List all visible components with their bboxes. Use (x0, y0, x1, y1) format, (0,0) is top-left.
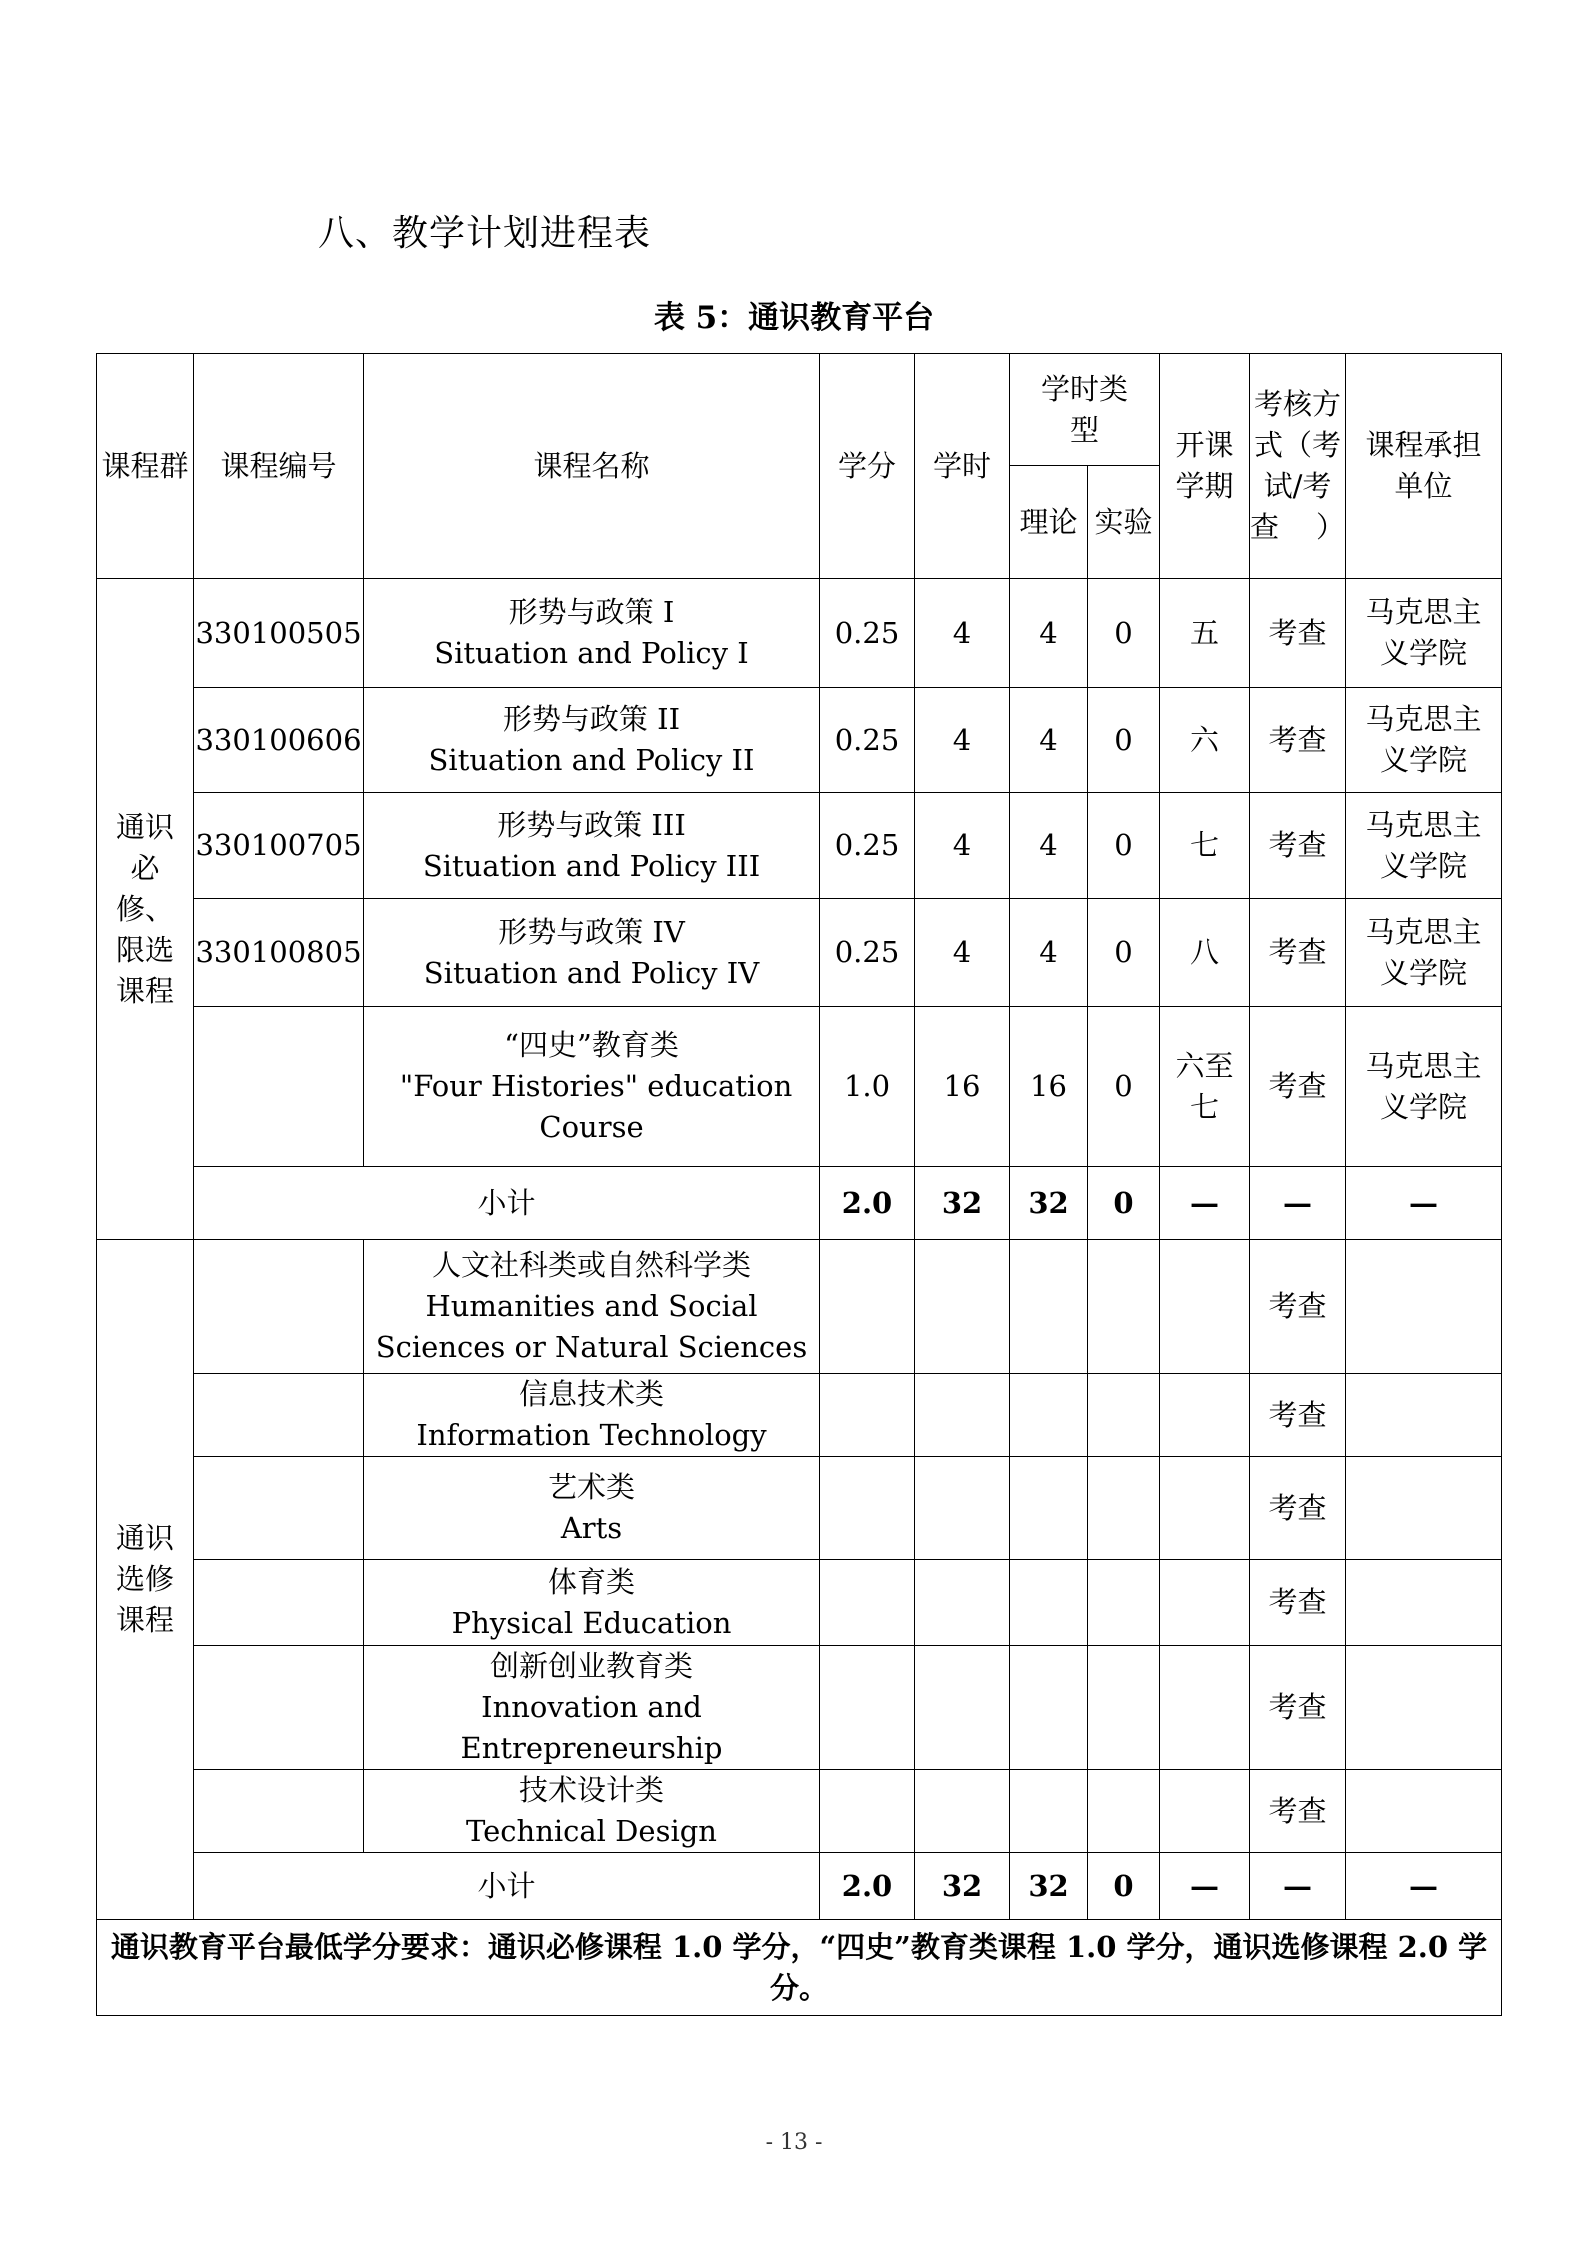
lab-hours (1088, 1560, 1160, 1646)
semester (1160, 1457, 1250, 1560)
semester (1160, 1560, 1250, 1646)
unit (1346, 1240, 1502, 1374)
lab-hours: 0 (1088, 793, 1160, 899)
hours (915, 1646, 1010, 1770)
course-code (194, 1007, 364, 1167)
theory-hours: 4 (1010, 579, 1088, 688)
table-row (97, 899, 1502, 1007)
lab-hours (1088, 1374, 1160, 1457)
header-unit: 课程承担单位 (1346, 354, 1502, 579)
hours (915, 1770, 1010, 1853)
subtotal-theory: 32 (1010, 1853, 1088, 1920)
lab-hours: 0 (1088, 899, 1160, 1007)
semester: 五 (1160, 579, 1250, 688)
table-row (97, 688, 1502, 793)
course-code: 330100805 (194, 899, 364, 1007)
course-code (194, 1374, 364, 1457)
semester (1160, 1770, 1250, 1853)
header-name: 课程名称 (364, 354, 820, 579)
credits: 0.25 (820, 899, 915, 1007)
subtotal-semester: — (1160, 1853, 1250, 1920)
hours (915, 1457, 1010, 1560)
header-code: 课程编号 (194, 354, 364, 579)
course-code (194, 1560, 364, 1646)
header-hour-type: 学时类型 (1010, 354, 1160, 466)
header-semester: 开课学期 (1160, 354, 1250, 579)
subtotal-label: 小计 (194, 1167, 820, 1240)
credits (820, 1770, 915, 1853)
exam-type: 考查 (1250, 1007, 1346, 1167)
credits: 0.25 (820, 688, 915, 793)
unit: 马克思主义学院 (1346, 688, 1502, 793)
unit (1346, 1646, 1502, 1770)
subtotal-row (97, 1167, 1502, 1240)
theory-hours (1010, 1560, 1088, 1646)
subtotal-row (97, 1853, 1502, 1920)
hours (915, 1240, 1010, 1374)
unit (1346, 1770, 1502, 1853)
subtotal-unit: — (1346, 1853, 1502, 1920)
course-name: 形势与政策 I Situation and Policy I (364, 579, 820, 688)
lab-hours: 0 (1088, 579, 1160, 688)
credits: 0.25 (820, 579, 915, 688)
exam-type: 考查 (1250, 1646, 1346, 1770)
course-name: 人文社科类或自然科学类 Humanities and Social Sciences or Natural Sciences (364, 1240, 820, 1374)
table-row (97, 1560, 1502, 1646)
hours: 4 (915, 579, 1010, 688)
lab-hours (1088, 1240, 1160, 1374)
theory-hours: 4 (1010, 688, 1088, 793)
unit (1346, 1457, 1502, 1560)
theory-hours (1010, 1646, 1088, 1770)
unit: 马克思主义学院 (1346, 899, 1502, 1007)
group-label-elective: 通识选修课程 (97, 1240, 194, 1920)
header-lab: 实验 (1088, 466, 1160, 579)
header-row (97, 354, 1502, 466)
section-heading: 八、教学计划进程表 (318, 213, 652, 254)
hours: 4 (915, 793, 1010, 899)
semester: 六 (1160, 688, 1250, 793)
table-body (97, 354, 1502, 2016)
credits: 1.0 (820, 1007, 915, 1167)
exam-type: 考查 (1250, 1240, 1346, 1374)
unit: 马克思主义学院 (1346, 1007, 1502, 1167)
course-code: 330100606 (194, 688, 364, 793)
lab-hours (1088, 1770, 1160, 1853)
table-row (97, 1457, 1502, 1560)
subtotal-exam: — (1250, 1167, 1346, 1240)
exam-type: 考查 (1250, 1374, 1346, 1457)
semester: 七 (1160, 793, 1250, 899)
course-name: 形势与政策 IV Situation and Policy IV (364, 899, 820, 1007)
subtotal-credits: 2.0 (820, 1853, 915, 1920)
subtotal-lab: 0 (1088, 1167, 1160, 1240)
theory-hours: 4 (1010, 899, 1088, 1007)
header-hours: 学时 (915, 354, 1010, 579)
course-code (194, 1770, 364, 1853)
semester: 八 (1160, 899, 1250, 1007)
unit (1346, 1374, 1502, 1457)
hours: 4 (915, 899, 1010, 1007)
table-caption: 表 5：通识教育平台 (653, 300, 935, 336)
hours (915, 1374, 1010, 1457)
subtotal-exam: — (1250, 1853, 1346, 1920)
header-group: 课程群 (97, 354, 194, 579)
course-code (194, 1646, 364, 1770)
header-exam: 考核方式（考试/考查） (1250, 354, 1346, 579)
theory-hours: 16 (1010, 1007, 1088, 1167)
semester (1160, 1240, 1250, 1374)
exam-type: 考查 (1250, 688, 1346, 793)
exam-type: 考查 (1250, 793, 1346, 899)
exam-type: 考查 (1250, 1560, 1346, 1646)
header-theory: 理论 (1010, 466, 1088, 579)
credits (820, 1374, 915, 1457)
subtotal-hours: 32 (915, 1853, 1010, 1920)
credits (820, 1457, 915, 1560)
exam-type: 考查 (1250, 1457, 1346, 1560)
table-row (97, 1646, 1502, 1770)
unit: 马克思主义学院 (1346, 579, 1502, 688)
table-row (97, 1374, 1502, 1457)
course-code (194, 1240, 364, 1374)
course-name: 艺术类 Arts (364, 1457, 820, 1560)
course-name: “四史”教育类 "Four Histories" education Course (364, 1007, 820, 1167)
subtotal-theory: 32 (1010, 1167, 1088, 1240)
credits: 0.25 (820, 793, 915, 899)
subtotal-semester: — (1160, 1167, 1250, 1240)
teaching-plan-table (96, 353, 1502, 2016)
hours (915, 1560, 1010, 1646)
hours: 4 (915, 688, 1010, 793)
header-credits: 学分 (820, 354, 915, 579)
theory-hours (1010, 1770, 1088, 1853)
semester (1160, 1374, 1250, 1457)
credits (820, 1560, 915, 1646)
lab-hours (1088, 1646, 1160, 1770)
course-code (194, 1457, 364, 1560)
note-row (97, 1920, 1502, 2016)
course-code: 330100705 (194, 793, 364, 899)
hours: 16 (915, 1007, 1010, 1167)
table-row (97, 1240, 1502, 1374)
course-name: 技术设计类 Technical Design (364, 1770, 820, 1853)
unit: 马克思主义学院 (1346, 793, 1502, 899)
course-code: 330100505 (194, 579, 364, 688)
theory-hours (1010, 1457, 1088, 1560)
credit-requirement-note: 通识教育平台最低学分要求：通识必修课程 1.0 学分，“四史”教育类课程 1.0 学分，通识选修课程 2.0 学分。 (97, 1920, 1502, 2016)
semester: 六至七 (1160, 1007, 1250, 1167)
table-row (97, 1007, 1502, 1167)
course-name: 信息技术类 Information Technology (364, 1374, 820, 1457)
course-name: 形势与政策 III Situation and Policy III (364, 793, 820, 899)
course-name: 体育类 Physical Education (364, 1560, 820, 1646)
exam-type: 考查 (1250, 579, 1346, 688)
subtotal-label: 小计 (194, 1853, 820, 1920)
exam-type: 考查 (1250, 1770, 1346, 1853)
table-row (97, 1770, 1502, 1853)
group-label-required: 通识必修、限选课程 (97, 579, 194, 1240)
credits (820, 1240, 915, 1374)
subtotal-credits: 2.0 (820, 1167, 915, 1240)
course-name: 创新创业教育类 Innovation and Entrepreneurship (364, 1646, 820, 1770)
theory-hours: 4 (1010, 793, 1088, 899)
lab-hours: 0 (1088, 1007, 1160, 1167)
theory-hours (1010, 1374, 1088, 1457)
exam-type: 考查 (1250, 899, 1346, 1007)
unit (1346, 1560, 1502, 1646)
table-row (97, 579, 1502, 688)
table-row (97, 793, 1502, 899)
subtotal-hours: 32 (915, 1167, 1010, 1240)
subtotal-unit: — (1346, 1167, 1502, 1240)
semester (1160, 1646, 1250, 1770)
course-name: 形势与政策 II Situation and Policy II (364, 688, 820, 793)
page-number: - 13 - (765, 2130, 823, 2155)
subtotal-lab: 0 (1088, 1853, 1160, 1920)
lab-hours: 0 (1088, 688, 1160, 793)
lab-hours (1088, 1457, 1160, 1560)
theory-hours (1010, 1240, 1088, 1374)
credits (820, 1646, 915, 1770)
